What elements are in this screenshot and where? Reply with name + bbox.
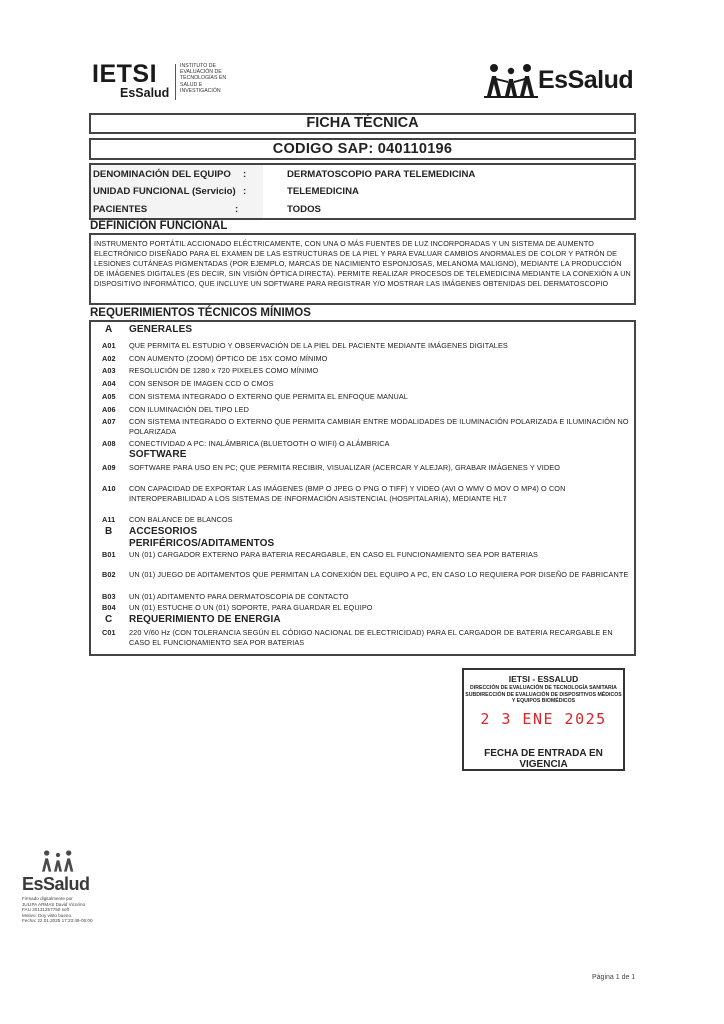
essalud-brand-text: EsSalud <box>538 66 634 94</box>
requirement-text: CON SISTEMA INTEGRADO O EXTERNO QUE PERMITA EL ENFOQUE MANUAL <box>129 392 408 401</box>
signature-line: FAU 20131257750 soft <box>22 907 69 913</box>
equipment-label: UNIDAD FUNCIONAL (Servicio) <box>93 186 236 197</box>
requirement-text: CON BALANCE DE BLANCOS <box>129 515 233 524</box>
section-letter: A <box>105 324 113 335</box>
requirement-text: UN (01) ADITAMENTO PARA DERMATOSCOPIA DE CONTACTO <box>129 592 349 601</box>
equipment-label: PACIENTES <box>93 204 148 215</box>
requerimientos-box <box>89 320 636 656</box>
page-number: Página 1 de 1 <box>592 974 636 981</box>
requirement-code: A04 <box>102 379 116 388</box>
equipment-info-box <box>89 163 636 220</box>
requirement-code: A05 <box>102 392 116 401</box>
stamp-organization: IETSI - ESSALUD <box>508 674 579 684</box>
digital-signature <box>22 848 112 928</box>
equipment-colon: : <box>243 186 247 197</box>
requirement-code: B03 <box>102 592 116 601</box>
requirement-code: A06 <box>102 405 116 414</box>
family-icon <box>484 62 538 98</box>
section-heading: ACCESORIOS <box>129 526 198 537</box>
requirement-text: CON AUMENTO (ZOOM) ÓPTICO DE 15X COMO MÍNIMO <box>129 354 328 363</box>
requirement-text: 220 V/60 Hz (CON TOLERANCIA SEGÚN EL CÓDIGO NACIONAL DE ELECTRICIDAD) PARA EL CARGADOR DE BATERIA RECARGABLE EN CASO EL FUNCIONAMIENTO SEA POR BATERIAS <box>129 628 613 647</box>
requirement-text: UN (01) CARGADOR EXTERNO PARA BATERIA RECARGABLE, EN CASO EL FUNCIONAMIENTO SEA POR BATERIAS <box>129 550 538 559</box>
section-letter: B <box>105 526 113 537</box>
ietsi-logo <box>92 62 242 102</box>
requirement-code: B01 <box>102 550 116 559</box>
ietsi-logo-text: IETSI <box>92 60 158 88</box>
equipment-label: DENOMINACIÓN DEL EQUIPO <box>93 169 231 180</box>
section-letter: C <box>105 614 113 625</box>
requirement-text: CON SENSOR DE IMAGEN CCD O CMOS <box>129 379 274 388</box>
requirement-code: A11 <box>102 515 116 524</box>
equipment-value: TELEMEDICINA <box>287 186 359 197</box>
requirement-code: A09 <box>102 463 116 472</box>
requirement-text: RESOLUCIÓN DE 1280 x 720 PIXELES COMO MÍNIMO <box>129 366 319 375</box>
requirement-code: A08 <box>102 439 116 448</box>
signature-line: Firmado digitalmente por <box>22 896 73 901</box>
equipment-colon: : <box>235 204 239 215</box>
section-heading: PERIFÉRICOS/ADITAMENTOS <box>129 538 275 549</box>
definicion-text: INSTRUMENTO PORTÁTIL ACCIONADO ELÉCTRICAMENTE, CON UNA O MÁS FUENTES DE LUZ INCORPORADAS Y UN SISTEMA DE AUMENTO ELECTRÓNICO DISEÑADO PARA EL EXAMEN DE LAS ESTRUCTURAS DE LA PIEL Y PARA EVALUAR CAMBIOS ANORMALES DE COLOR Y PATRÓN DE LESIONES CUTÁNEAS PIGMENTADAS (POR EJEMPLO, MARCAS DE NACIMIENTO ESPONJOSAS, MELANOMA MALIGNO), MEDIANTE LA PRODUCCIÓN DE IMÁGENES DIGITALES (ES DECIR, SIN VISIÓN ÓPTICA DIRECTA). PERMITE REALIZAR PROCESOS DE TELEMEDICINA MEDIANTE LA CONEXIÓN A UN DISPOSITIVO INFORMÁTICO, QUE INCLUYE UN SOFTWARE PARA REGISTRAR Y/O MOSTRAR LAS IMÁGENES OBTENIDAS DEL DERMATOSCOPIO <box>89 233 636 305</box>
signature-line: JULIPA ARMAS David Vicorino <box>22 901 86 907</box>
requirement-text: CONECTIVIDAD A PC: INALÁMBRICA (BLUETOOTH O WIFI) O ALÁMBRICA <box>129 439 390 448</box>
requirement-code: C01 <box>102 628 116 637</box>
signature-line: Fecha: 22.01.2025 17:23:49-05:00 <box>22 918 93 924</box>
requirement-text: CON SISTEMA INTEGRADO O EXTERNO QUE PERMITA CAMBIAR ENTRE MODALIDADES DE ILUMINACIÓN POLARIZADA E ILUMINACIÓN NO POLARIZADA <box>129 417 629 436</box>
document-title: FICHA TÉCNICA <box>89 113 636 134</box>
requirement-code: B02 <box>102 570 116 579</box>
family-icon <box>40 848 76 874</box>
requirement-code: A02 <box>102 354 116 363</box>
definicion-heading: DEFINICIÓN FUNCIONAL <box>90 220 228 232</box>
section-heading: GENERALES <box>129 324 193 335</box>
requirement-text: UN (01) JUEGO DE ADITAMENTOS QUE PERMITAN LA CONEXIÓN DEL EQUIPO A PC, EN CASO LO REQUIERA POR DISEÑO DE FABRICANTE <box>129 570 629 579</box>
equipment-colon: : <box>243 169 247 180</box>
requirement-text: CON CAPACIDAD DE EXPORTAR LAS IMÁGENES (BMP O JPEG O PNG O TIFF) Y VIDEO (AVI O WMV O MOV O MP4) O CON INTEROPERABILIDAD A LOS SISTEMAS DE INFORMACIÓN ASISTENCIAL (HOSPITALARIA), MEDIANTE HL7 <box>129 484 566 503</box>
requirement-code: B04 <box>102 603 116 612</box>
stamp-label: FECHA DE ENTRADA EN VIGENCIA <box>484 748 603 770</box>
ietsi-logo-description: INSTITUTO DE EVALUACIÓN DE TECNOLOGÍAS EN SALUD E INVESTIGACIÓN <box>180 63 227 94</box>
ietsi-logo-divider <box>175 64 176 100</box>
signature-brand: EsSalud <box>22 874 90 894</box>
essalud-logo <box>484 62 644 98</box>
stamp-department: DIRECCIÓN DE EVALUACIÓN DE TECNOLOGÍA SANITARIA SUBDIRECCIÓN DE EVALUACIÓN DE DISPOSITIVOS MÉDICOS Y EQUIPOS BIOMÉDICOS <box>465 685 622 704</box>
requirement-text: SOFTWARE PARA USO EN PC; QUE PERMITA RECIBIR, VISUALIZAR (ACERCAR Y ALEJAR), GRABAR IMÁGENES Y VIDEO <box>129 463 561 472</box>
requirement-code: A01 <box>102 341 116 350</box>
validity-stamp <box>462 668 625 771</box>
requirement-text: CON ILUMINACIÓN DEL TIPO LED <box>129 405 249 414</box>
ietsi-logo-subtext: EsSalud <box>120 86 170 100</box>
section-heading: SOFTWARE <box>129 449 187 460</box>
sap-code: CODIGO SAP: 040110196 <box>89 138 636 160</box>
stamp-date: 2 3 ENE 2025 <box>480 710 607 728</box>
requirement-text: UN (01) ESTUCHE O UN (01) SOPORTE, PARA GUARDAR EL EQUIPO <box>129 603 373 612</box>
equipment-value: DERMATOSCOPIO PARA TELEMEDICINA <box>287 169 476 180</box>
requirement-code: A10 <box>102 484 116 493</box>
section-heading: REQUERIMIENTO DE ENERGIA <box>129 614 281 625</box>
signature-details <box>22 896 117 924</box>
requirement-text: QUE PERMITA EL ESTUDIO Y OBSERVACIÓN DE LA PIEL DEL PACIENTE MEDIANTE IMÁGENES DIGITALES <box>129 341 508 350</box>
signature-line: Motivo: Doy visto bueno. <box>22 912 73 918</box>
requirement-code: A03 <box>102 366 116 375</box>
equipment-value: TODOS <box>287 204 321 215</box>
requerimientos-heading: REQUERIMIENTOS TÉCNICOS MÍNIMOS <box>90 307 311 319</box>
requirement-code: A07 <box>102 417 116 426</box>
